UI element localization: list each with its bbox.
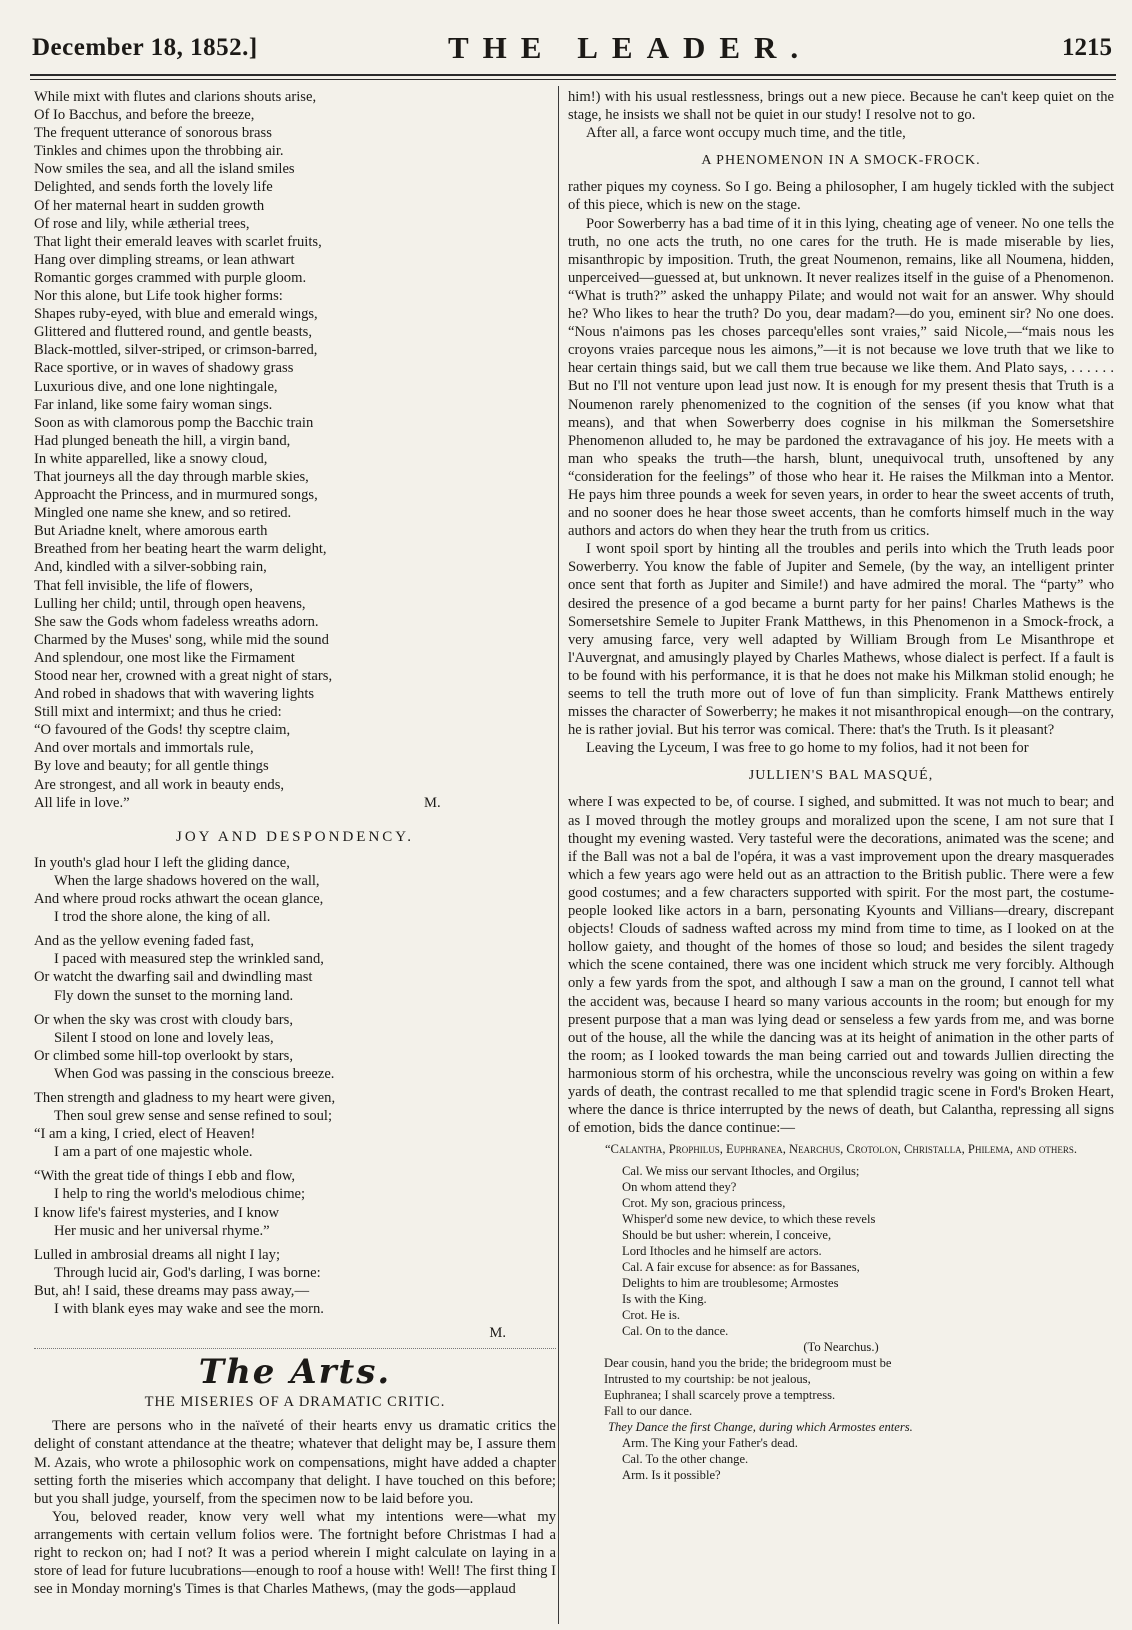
play-line: Fall to our dance. [604,1404,693,1419]
poem-line: I know life's fairest mysteries, and I know [34,1204,279,1221]
poem-stanza [34,854,556,926]
section-title-arts: The Arts. [198,1352,392,1393]
poem-line: Luxurious dive, and one lone nightingale, [34,378,278,395]
poem2-signature: M. [489,1325,506,1342]
poem-lines [34,88,556,794]
poem-line: Or watcht the dwarfing sail and dwindling mast [34,969,313,986]
poem-line: In white apparelled, like a snowy cloud, [34,450,268,467]
poem-line: Lulled in ambrosial dreams all night I lay; [34,1246,281,1263]
article-paragraph: After all, a farce wont occupy much time, and the title, [586,125,906,142]
play-lines [568,1163,1114,1339]
article-paragraph: where I was expected to be, of course. I sighed, and submitted. It was not much to bear; and as I moved through the motley groups and moralized upon the scene, I am not sure that I thought my evening wasted. Very tasteful were the decorations, animated was the scene; and if the Ball was not a bal de l'opéra, it was a vast improvement upon the dreary masquerades which a few years ago were held out as an attraction to the British public. There were a few good costumes; and a few characters supported with spirit. For the most part, the costume-people looked like actors in a barn, personating Kyounts and Villians—dreary, discrepant objects! Clouds of sadness wafted across my mind from time to time, as I looked on at the hollow gaiety, and thought of the homes of those so loud; and besides the silent tragedy which the scene contained, there was one incident which struck me very forcibly. Although only a few yards from the spot, and although I saw a man on the ground, I cannot tell what the accident was, because I heard so many various accounts in the room; but enough for my present purpose that a man was lying dead or senseless a few yards from me, and was borne out of the house, all the while the dancing was at its height of animation in the other parts of the room; as I looked towards the man being carried out and towards Jullien directing the harmonious storm of his orchestra, while the unconscious revelry was going on within a few yards of death, the contrast recalled to me that splendid tragic scene in Ford's Broken Heart, where the dance is thrice interrupted by the news of death, but Calantha, repressing all signs of emotion, bids the dance continue:— [568,794,1114,1137]
poem-line: But Ariadne knelt, where amorous earth [34,523,268,540]
poem-line: Shapes ruby-eyed, with blue and emerald wings, [34,306,318,323]
poem-title: JOY AND DESPONDENCY. [176,828,414,845]
poem-line: While mixt with flutes and clarions shouts arise, [34,89,317,105]
play-line: Whisper'd some new device, to which these revels [622,1212,876,1227]
poem-line: When God was passing in the conscious breeze. [54,1065,335,1082]
poem-line: “With the great tide of things I ebb and flow, [34,1168,296,1185]
play-line: Cal. On to the dance. [622,1324,729,1339]
issue-date: December 18, 1852.] [32,34,258,61]
poem-line: Mingled one name she knew, and so retired. [34,505,292,522]
play-line: Delights to him are troublesome; Armostes [622,1276,839,1291]
poem-ariadne [34,88,556,812]
poem-line: But, ah! I said, these dreams may pass away,— [34,1282,310,1299]
poem-line: Black-mottled, silver-striped, or crimson-barred, [34,342,318,359]
poem-line: I trod the shore alone, the king of all. [54,909,271,926]
article-body-left [34,1417,556,1598]
poem-line: That fell invisible, the life of flowers, [34,577,253,594]
poem-line: Then soul grew sense and sense refined to soul; [54,1108,333,1125]
poem-line: Of rose and lily, while ætherial trees, [34,215,250,232]
poem-line: Breathed from her beating heart the warm delight, [34,541,327,558]
poem-line: Approacht the Princess, and in murmured songs, [34,487,318,504]
play-line: Dear cousin, hand you the bride; the bridegroom must be [604,1356,892,1371]
left-column [34,88,556,1598]
right-column [568,88,1114,1483]
poem-line: And, kindled with a silver-sobbing rain, [34,559,267,576]
divider-dotted [34,1348,556,1349]
article-paragraph: There are persons who in the naïveté of their hearts envy us dramatic critics the delight of constant attendance at the theatre; whatever that delight may be, I assure them M. Azais, who wrote a philosophic work on compensations, might have added a chapter setting forth the miseries which accompany that delight. I have touched on this before; but you shall judge, yourself, from the specimen now to be laid before you. [34,1418,556,1507]
poem-line: By love and beauty; for all gentle things [34,758,269,775]
masthead [28,28,1116,68]
page-number: 1215 [1062,34,1112,61]
article-paragraph: him!) with his usual restlessness, brings out a new piece. Because he can't keep quiet on the stage, he insists we shall not be quiet in our study! I resolve not to go. [568,89,1114,124]
poem-stanza [34,932,556,1004]
play-line: Lord Ithocles and he himself are actors. [622,1244,822,1259]
poem-line: Of her maternal heart in sudden growth [34,197,265,214]
play-line: Arm. The King your Father's dead. [622,1436,798,1451]
poem-line: And splendour, one most like the Firmament [34,649,295,666]
poem-line: Delighted, and sends forth the lovely life [34,179,273,196]
poem-line: Or when the sky was crost with cloudy bars, [34,1011,293,1028]
header-rule-thin [30,79,1116,80]
poem-line: She saw the Gods whom fadeless wreaths adorn. [34,613,319,630]
newspaper-title: THE LEADER. [448,30,813,65]
poem-line: Or climbed some hill-top overlookt by stars, [34,1047,293,1064]
poem-line: And as the yellow evening faded fast, [34,933,255,950]
stage-direction: They Dance the first Change, during which Armostes enters. [608,1420,913,1435]
poem-line: Are strongest, and all work in beauty ends, [34,776,285,793]
poem-line: When the large shadows hovered on the wall, [54,872,320,889]
poem-line: Race sportive, or in waves of shadowy grass [34,360,294,377]
play-line: Arm. Is it possible? [622,1468,721,1483]
poem-line: Soon as with clamorous pomp the Bacchic train [34,414,314,431]
poem-last-line-text: All life in love.” [34,794,130,811]
poem-line: Now smiles the sea, and all the island smiles [34,161,295,178]
play-line: Euphranea; I shall scarcely prove a temptress. [604,1388,836,1403]
poem-line: “I am a king, I cried, elect of Heaven! [34,1126,256,1143]
article-paragraph: rather piques my coyness. So I go. Being a philosopher, I am hugely tickled with the subject of this piece, which is new on the stage. [568,179,1114,214]
poem-line: Fly down the sunset to the morning land. [54,987,294,1004]
play-line: Crot. My son, gracious princess, [622,1196,786,1211]
poem-line: Charmed by the Muses' song, while mid the sound [34,631,329,648]
poem-signature: M. [424,794,441,811]
poem-line: “O favoured of the Gods! thy sceptre claim, [34,722,291,739]
play-line: Should be but usher: wherein, I conceive, [622,1228,832,1243]
poem-stanza [34,1011,556,1083]
article-paragraph: Leaving the Lyceum, I was free to go home to my folios, had it not been for [586,740,1029,757]
poem-line: Hang over dimpling streams, or lean athwart [34,251,295,268]
play-line: Cal. We miss our servant Ithocles, and Orgilus; [622,1164,860,1179]
poem-line: I with blank eyes may wake and see the morn. [54,1301,324,1317]
poem-line: Romantic gorges crammed with purple gloom. [34,269,307,286]
poem-line: I am a part of one majestic whole. [54,1144,253,1161]
poem-line: Had plunged beneath the hill, a virgin band, [34,432,291,449]
play-lines-2 [568,1355,1114,1419]
play-line: Is with the King. [622,1292,707,1307]
poem-line: That light their emerald leaves with scarlet fruits, [34,233,322,250]
poem-stanza [34,1167,556,1239]
poem-line: Of Io Bacchus, and before the breeze, [34,107,255,124]
play-cast: “Calantha, Prophilus, Euphranea, Nearchus, Crotolon, Christalla, Philema, and others. [604,1142,1078,1157]
poem-line: Still mixt and intermixt; and thus he cried: [34,704,282,721]
poem-line: Then strength and gladness to my heart were given, [34,1089,336,1106]
poem-line: Silent I stood on lone and lovely leas, [54,1029,274,1046]
play-line: Intrusted to my courtship: be not jealous, [604,1372,811,1387]
poem-line: And robed in shadows that with wavering lights [34,686,315,703]
article-paragraph: I wont spoil sport by hinting all the troubles and perils into which the Truth leads poor Sowerberry. You know the fable of Jupiter and Semele, (by the way, an intelligent printer once sent that forth as Jupiter and Simile!) and have admired the moral. The “party” who desired the presence of a god became a burnt party for her pains! Charles Mathews is the Somersetshire Semele to Jupiter Frank Matthews, in this Phenomenon in a Smock-frock, a very amusing farce, very well adapted by William Brough from Le Misanthrope et l'Auvergnat, and amusingly played by Charles Mathews, whose dialect is perfect. If a fault is to be found with his performance, it is that he does not make his Milkman stolid enough; he seems to tell the truth more out of love of fun than simplicity. Frank Matthews entirely misses the character of Sowerberry; he makes it not misanthropical enough—on the contrary, he is rather jovial. But his terror was comical. There: that's the Truth. Is it pleasant? [568,541,1114,739]
poem-line: And over mortals and immortals rule, [34,740,254,757]
poem2-signature-row [34,1324,556,1342]
poem-joy-despondency [34,854,556,1318]
poem-line: Nor this alone, but Life took higher forms: [34,288,283,305]
stage-note: (To Nearchus.) [803,1340,879,1355]
poem-line: Lulling her child; until, through open heavens, [34,595,306,612]
poem-line: Tinkles and chimes upon the throbbing air. [34,143,284,160]
poem-line: Far inland, like some fairy woman sings. [34,396,273,413]
poem-line: The frequent utterance of sonorous brass [34,125,272,142]
poem-line: Her music and her universal rhyme.” [54,1222,270,1239]
play-lines-3 [568,1435,1114,1483]
header-rule [30,74,1116,76]
poem-line: Glittered and fluttered round, and gentle beasts, [34,324,313,341]
play-line: Cal. To the other change. [622,1452,749,1467]
play-line: On whom attend they? [622,1180,737,1195]
poem-last-line [34,794,556,812]
article-paragraph: You, beloved reader, know very well what my intentions were—what my arrangements with certain vellum folios were. The fortnight before Christmas I had a right to reckon on; had I not? It was a period wherein I might calculate on laying in a store of lead for future lucubrations—enough to roof a house with! Well! The first thing I see in Monday morning's Times is that Charles Mathews, (may the gods—applaud [34,1508,556,1598]
poem-line: Stood near her, crowned with a great night of stars, [34,668,333,684]
article-title: THE MISERIES OF A DRAMATIC CRITIC. [144,1394,446,1411]
poem-line: In youth's glad hour I left the gliding dance, [34,854,290,871]
article-paragraph: Poor Sowerberry has a bad time of it in this lying, cheating age of veneer. No one tells the truth, no one acts the truth, no one cares for the truth. He is made miserable by lies, misanthropic by imposition. Truth, the great Noumenon, remains, like all Noumena, hidden, unperceived—guessed at, but unknown. It never realizes itself in the guise of a Phenomenon. “What is truth?” asked the unhappy Pilate; and would not wait for an answer. Why should he? Who likes to hear the truth? Do you, dear madam?—do you, eminent sir? No one does. “Nous n'aimons pas les choses parcequ'elles sont vraies,” said Nicole,—“mais nous les croyons vraies parceque nous les aimons,”—it is not because we love truth that we like to hear certain things said, but we call them true because we like them. And Plato says, . . . . . . But no I'll not venture upon lead just now. It is enough for my present thesis that Truth is a Noumenon rarely phenomenized to the cognition of the senses (if you know what that means), and that when Sowerberry does cognise in his milkman the Somersetshire Phenomenon alluded to, he may be pardoned the extravagance of his joy. He meets with a man who speaks the truth—the harsh, blunt, unequivocal truth, unsoftened by any “consideration for the feelings” of those who hear it. He raises the Milkman into a Mentor. He pays him three pounds a week for seven years, in order to hear the sweet accents of truth, and no sooner does he hear those sweet accents, than he comforts himself much in the way authors and actors do when they hear the truth from us critics. [568,215,1114,540]
play-line: Cal. A fair excuse for absence: as for Bassanes, [622,1260,860,1275]
column-divider [558,86,559,1624]
play-line: Crot. He is. [622,1308,681,1323]
poem-line: That journeys all the day through marble skies, [34,468,309,485]
poem-line: I help to ring the world's melodious chime; [54,1186,306,1203]
poem-stanza [34,1089,556,1161]
poem-stanza [34,1246,556,1318]
poem-line: And where proud rocks athwart the ocean glance, [34,891,324,908]
subsection-heading: A PHENOMENON IN A SMOCK-FROCK. [701,153,981,169]
poem-line: I paced with measured step the wrinkled sand, [54,951,324,968]
play-excerpt [568,1141,1114,1483]
poem-line: Through lucid air, God's darling, I was borne: [54,1264,321,1281]
subsection-heading: JULLIEN'S BAL MASQUÉ, [748,768,934,784]
article-body-right [568,88,1114,1137]
